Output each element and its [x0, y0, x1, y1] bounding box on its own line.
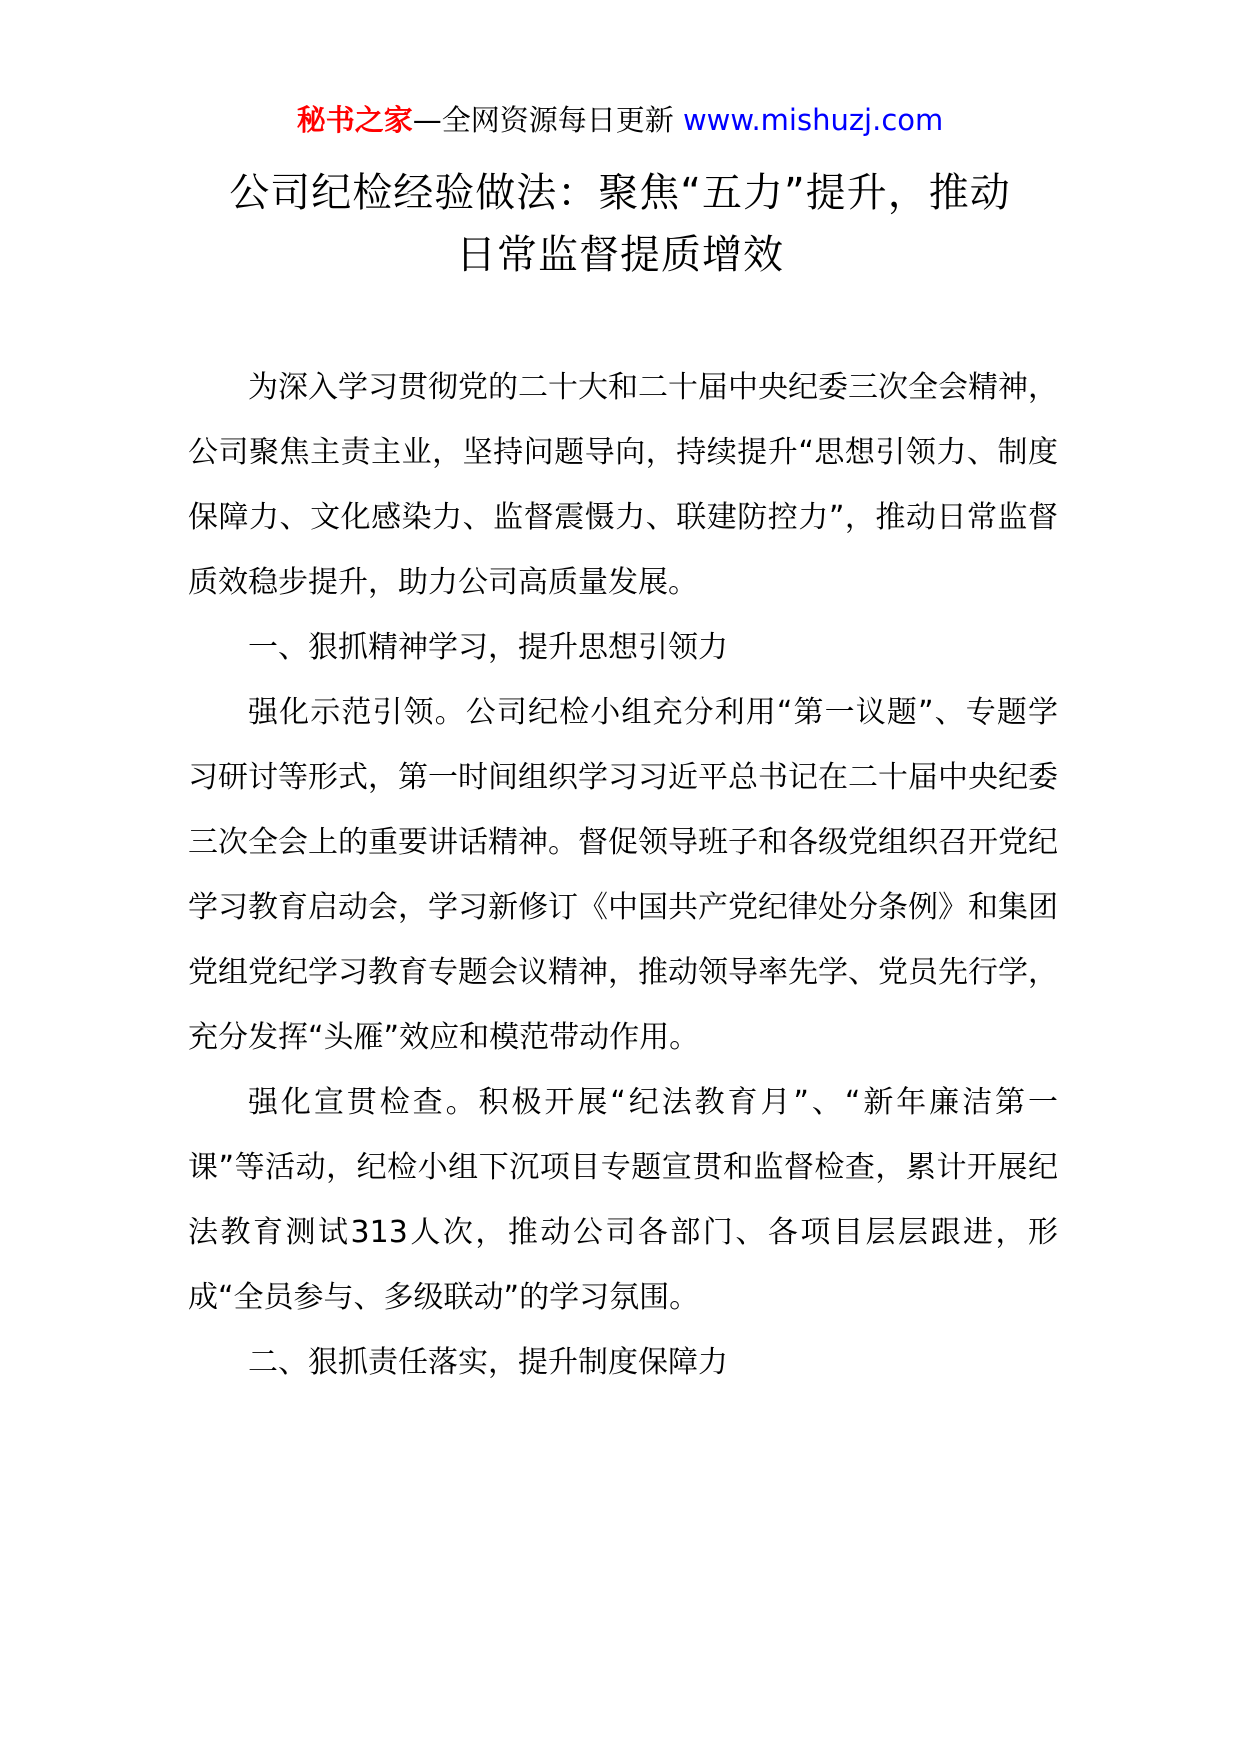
- document-body: [188, 355, 1058, 1395]
- paragraph-demonstration: 强化示范引领。公司纪检小组充分利用“第一议题”、专题学习研讨等形式，第一时间组织学习习近平总书记在二十届中央纪委三次全会上的重要讲话精神。督促领导班子和各级党组织召开党纪学习教育启动会，学习新修订《中国共产党纪律处分条例》和集团党组党纪学习教育专题会议精神，推动领导率先学、党员先行学，充分发挥“头雁”效应和模范带动作用。: [188, 695, 1058, 1055]
- paragraph-intro: 为深入学习贯彻党的二十大和二十届中央纪委三次全会精神，公司聚焦主责主业，坚持问题导向，持续提升“思想引领力、制度保障力、文化感染力、监督震慑力、联建防控力”，推动日常监督质效稳步提升，助力公司高质量发展。: [188, 370, 1058, 600]
- header-slogan: —全网资源每日更新: [412, 103, 674, 137]
- brand-name: 秘书之家: [296, 103, 413, 137]
- paragraph-inspection: 强化宣贯检查。积极开展“纪法教育月”、“新年廉洁第一课”等活动，纪检小组下沉项目专题宣贯和监督检查，累计开展纪法教育测试313人次，推动公司各部门、各项目层层跟进，形成“全员参与、多级联动”的学习氛围。: [188, 1085, 1058, 1315]
- title-line-1: 公司纪检经验做法：聚焦“五力”提升，推动: [229, 170, 1011, 216]
- site-header: [0, 100, 1240, 140]
- website-link[interactable]: www.mishuzj.com: [682, 103, 944, 137]
- section-heading-2: 二、狠抓责任落实，提升制度保障力: [248, 1345, 728, 1380]
- document-title: [150, 162, 1090, 286]
- section-heading-1: 一、狠抓精神学习，提升思想引领力: [248, 630, 728, 665]
- title-line-2: 日常监督提质增效: [456, 232, 784, 278]
